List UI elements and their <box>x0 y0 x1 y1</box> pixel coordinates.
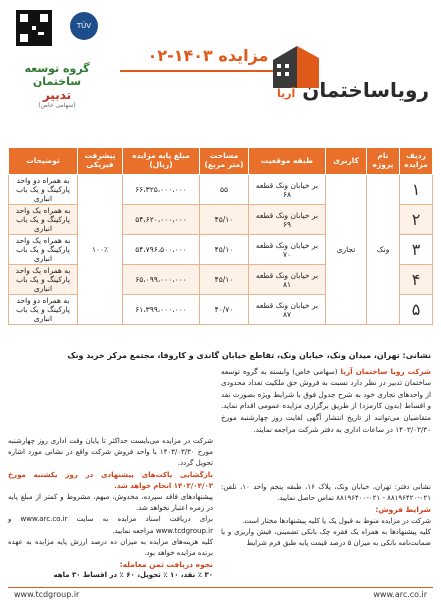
col-project: نام پروژه <box>367 148 400 175</box>
cell-area: ۴۵/۱۰ <box>200 205 249 235</box>
intro-text: (سهامی خاص) وابسته به گروه توسعه ساختمان تدبیر در نظر دارد نسبت به فروش حق ملکیت تعداد محدودی از واحدهای تجاری خود به شرح جدول فوق با شرایط ویژه بصورت نقد و اقساط (بدون کارمزد) از طریق برگزاری مزایده عمومی اقدام نماید. متقاضیان می‌توانند از تاریخ انتشار آگهی لغایت روز چهارشنبه مورخ ۱۴۰۳/۰۳/۳۰ در ساعات اداری به دفتر شرکت مراجعه نمایند. <box>221 366 431 434</box>
cell-price: ۵۴،۶۲۰،۰۰۰،۰۰۰ <box>123 205 200 235</box>
footer-link-tcdgroup[interactable]: www.tcdgroup.ir <box>14 590 80 599</box>
cell-row: ۲ <box>400 205 433 235</box>
left-item: کلیه هزینه‌های مزایده به میزان ده درصد ارزش پایه مزایده به عهده برنده مزایده خواهد بود. <box>8 537 213 558</box>
payment-text: ۳۰ ٪ نقد، ۱۰ ٪ تحویل، ۶۰ ٪ در اقساط ۳۰ ماهه <box>53 571 213 580</box>
brand-sub-text: آریا <box>276 87 296 100</box>
left-item: بازگشایی پاکت‌های پیشنهادی در روز یکشنبه مورخ ۱۴۰۳/۰۴/۰۳ انجام خواهد شد. <box>8 470 213 490</box>
col-floor: طبقه موقعیت <box>249 148 326 175</box>
footer-divider <box>8 587 433 588</box>
cell-notes: به همراه دو واحد پارکینگ و یک باب انباری <box>9 295 78 325</box>
group-logo <box>12 62 102 109</box>
cell-floor: بر خیابان ونک قطعه ۷۰ <box>249 235 326 265</box>
left-column <box>8 436 213 582</box>
body-text <box>9 350 431 436</box>
cell-price: ۵۴،۷۹۶،۵۰۰،۰۰۰ <box>123 235 200 265</box>
auction-table <box>8 147 433 325</box>
col-usage: کاربری <box>326 148 367 175</box>
cell-floor: بر خیابان ونک قطعه ۶۸ <box>249 175 326 205</box>
group-name: تدبیر <box>42 88 72 102</box>
office-address: نشانی دفتر: تهران، خیابان ونک، پلاک ۱۶، طبقه پنجم واحد ۱۰، تلفن: ۰۲۱-۸۸۱۹۶۴۲۰ - ۰۲۱-۸۸۱۹۶۴۰۰ تماس حاصل نمایید. <box>221 483 431 503</box>
cell-notes: به همراه یک واحد پارکینگ و یک باب انباری <box>9 265 78 295</box>
intro-paragraph <box>221 366 431 436</box>
cell-project: ونک <box>367 175 400 325</box>
left-item: شرکت در مزایده می‌بایست حداکثر تا پایان وقت اداری روز چهارشنبه مورخ ۱۴۰۳/۰۳/۳۰ با واحد فروش شرکت واقع در نشانی مورد اشاره تحویل گردد. <box>8 437 213 468</box>
cell-floor: بر خیابان ونک قطعه ۸۱ <box>249 265 326 295</box>
group-title: گروه توسعه ساختمان <box>24 62 90 88</box>
cell-progress: ۱۰۰٪ <box>78 175 123 325</box>
col-progress: پیشرفت فیزیکی <box>78 148 123 175</box>
cell-row: ۵ <box>400 295 433 325</box>
cell-area: ۴۰/۷۰ <box>200 295 249 325</box>
left-item: پیشنهادهای فاقد سپرده، مخدوش، مبهم، مشروط و کمتر از مبلغ پایه در زمره اعتبار نخواهد شد. <box>8 493 213 513</box>
cell-price: ۶۵،۰۹۹،۰۰۰،۰۰۰ <box>123 265 200 295</box>
tuv-certificate-icon: TÜV <box>70 12 98 40</box>
cell-floor: بر خیابان ونک قطعه ۸۷ <box>249 295 326 325</box>
cell-notes: به همراه دو واحد پارکینگ و یک باب انباری <box>9 175 78 205</box>
sale-terms-heading: شرایط فروش: <box>375 505 431 515</box>
cell-price: ۶۱،۳۹۹،۰۰۰،۰۰۰ <box>123 295 200 325</box>
group-sub: (سهامی خاص) <box>38 102 76 109</box>
table-row <box>9 175 433 205</box>
col-notes: توضیحات <box>9 148 78 175</box>
cell-usage: تجاری <box>326 175 367 325</box>
brand-name <box>277 78 429 102</box>
cell-area: ۴۵/۱۰ <box>200 235 249 265</box>
brand-name-text: رویاساختمان <box>302 78 429 102</box>
col-area: مساحت (متر مربع) <box>200 148 249 175</box>
sale-term: کلیه پیشنهادها به همراه یک فقره چک بانکی تضمینی، فیش واریزی و یا ضمانت‌نامه بانکی به میزان ۵ درصد قیمت پایه طبق فرم شرایط <box>221 527 431 548</box>
col-price: مبلغ پایه مزایده (ریال) <box>123 148 200 175</box>
sale-term: شرکت در مزایده منوط به قبول یک یا کلیه پیشنهادها مختار است. <box>242 516 431 525</box>
table-header-row <box>9 148 433 175</box>
cell-area: ۴۵/۱۰ <box>200 265 249 295</box>
left-item: برای دریافت اسناد مزایده به سایت www.arc.co.ir و www.tcdgroup.ir مراجعه نمایید. <box>8 515 213 535</box>
cell-floor: بر خیابان ونک قطعه ۶۹ <box>249 205 326 235</box>
cell-area: ۵۵ <box>200 175 249 205</box>
footer <box>0 587 441 601</box>
address-line: نشانی: تهران، میدان ونک، خیابان ونک، تقاطع خیابان گاندی و کاروفا، مجتمع مرکز خرید ونک <box>67 351 431 360</box>
cell-notes: به همراه یک واحد پارکینگ و یک باب انباری <box>9 235 78 265</box>
payment-heading: نحوه دریافت ثمن معامله: <box>119 560 213 570</box>
company-name: شرکت رویا ساختمان آریا <box>340 366 431 376</box>
footer-link-arc[interactable]: www.arc.co.ir <box>373 590 427 599</box>
cell-row: ۱ <box>400 175 433 205</box>
title-divider <box>120 70 290 72</box>
cell-price: ۶۶،۳۲۵،۰۰۰،۰۰۰ <box>123 175 200 205</box>
qr-code-icon <box>16 10 52 46</box>
auction-title: مزایده ۱۴۰۳-۰۲ <box>147 46 269 65</box>
left-header <box>8 4 98 114</box>
right-column <box>221 482 431 549</box>
col-row: ردیف مزایده <box>400 148 433 175</box>
cell-row: ۳ <box>400 235 433 265</box>
cell-row: ۴ <box>400 265 433 295</box>
cell-notes: به همراه یک واحد پارکینگ و یک باب انباری <box>9 205 78 235</box>
